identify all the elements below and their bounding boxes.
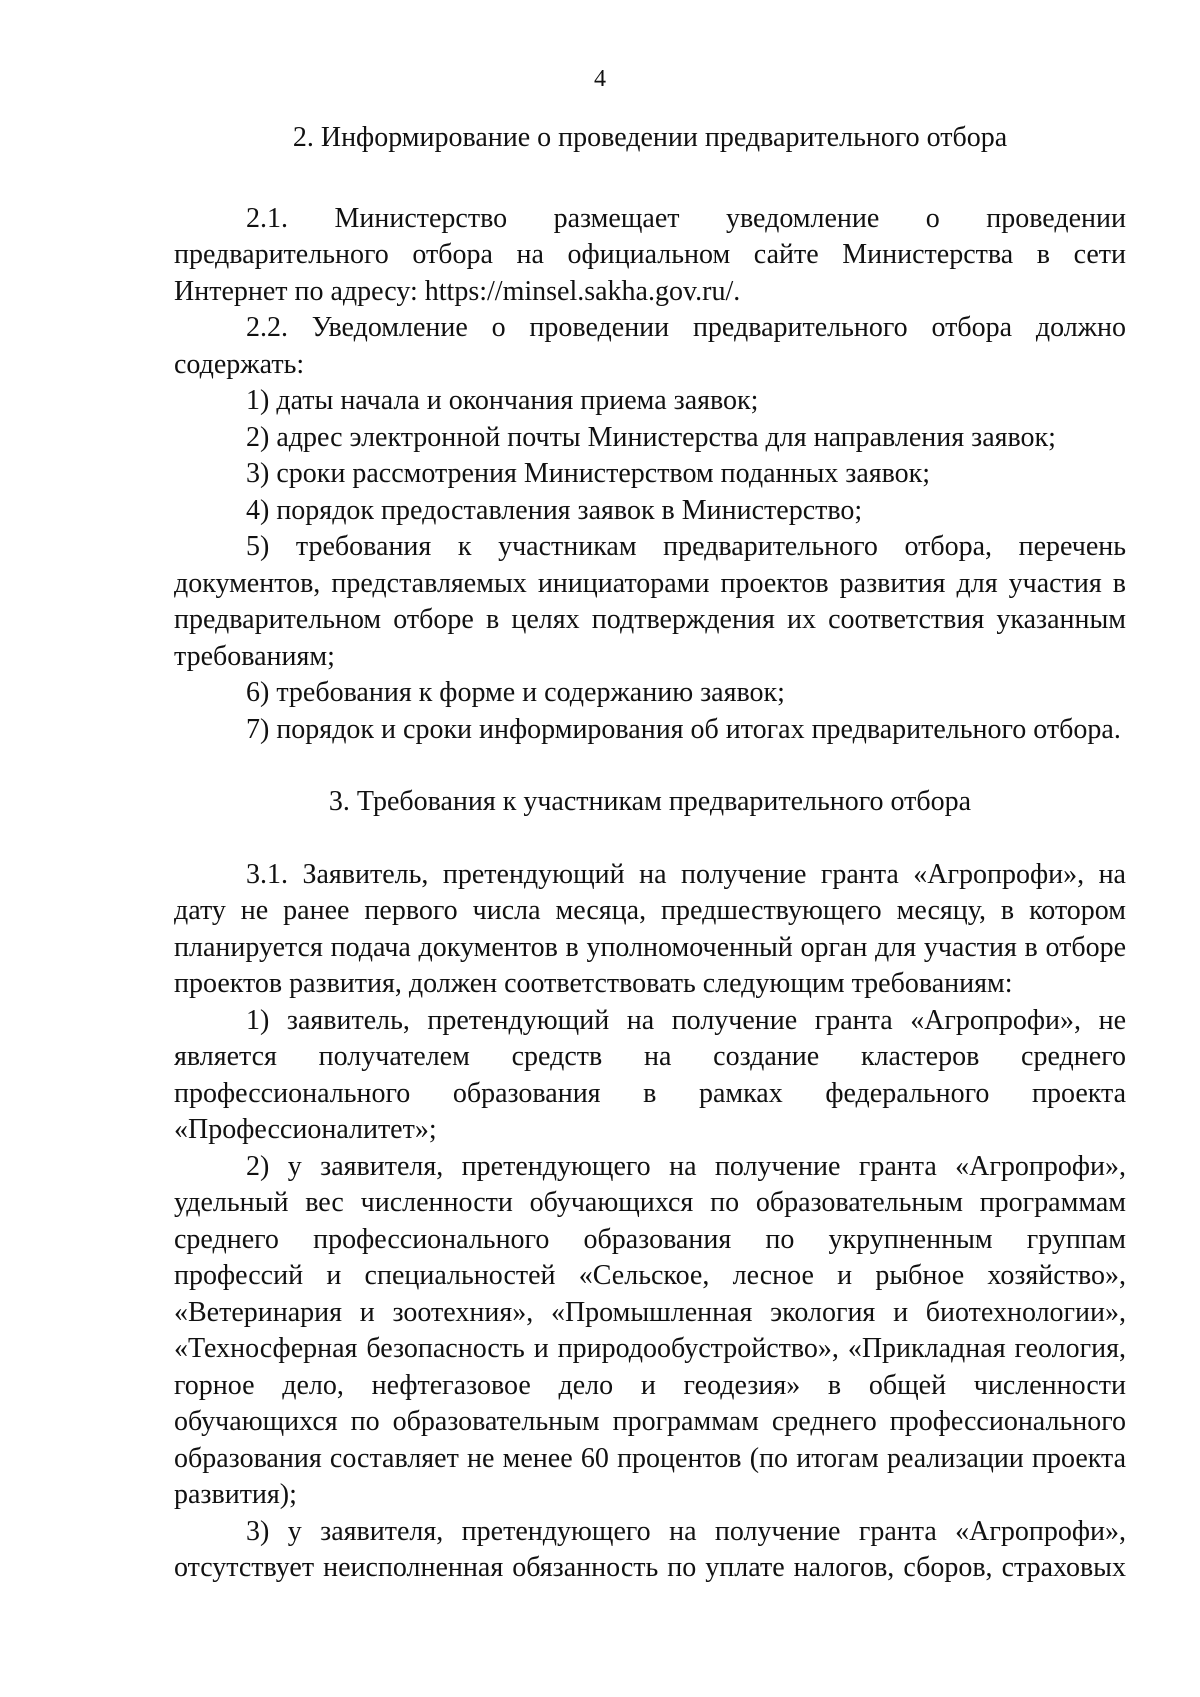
- list-item-1: 1) даты начала и окончания приема заявок;: [246, 385, 759, 416]
- list-item-7: 7) порядок и сроки информирования об итогах предварительного отбора.: [246, 713, 1121, 745]
- page-number: 4: [594, 66, 606, 92]
- list-item-4: 4) порядок предоставления заявок в Министерство;: [246, 494, 863, 526]
- list-item-2: 2) адрес электронной почты Министерства для направления заявок;: [246, 421, 1056, 453]
- list-item-3: 3) сроки рассмотрения Министерством поданных заявок;: [246, 458, 931, 489]
- list-item-5: 5) требования к участникам предварительного отбора, перечень документов, представляемых инициаторами проектов развития для участия в предварительном отборе в целях подтверждения их соответствия указанным требованиям;: [174, 531, 1126, 672]
- requirement-item-2: 2) у заявителя, претендующего на получение гранта «Агропрофи», удельный вес численности обучающихся по образовательным программам среднего профессионального образования по укрупненным группам профессий и специальностей «Сельское, лесное и рыбное хозяйство», «Ветеринария и зоотехния», «Промышленная экология и биотехнологии», «Техносферная безопасность и природообустройство», «Прикладная геология, горное дело, нефтегазовое дело и геодезия» в общей численности обучающихся по образовательным программам среднего профессионального образования составляет не менее 60 процентов (по итогам реализации проекта развития);: [174, 1150, 1126, 1510]
- requirement-item-3: 3) у заявителя, претендующего на получение гранта «Агропрофи», отсутствует неисполненная обязанность по уплате налогов, сборов, страховых: [174, 1515, 1126, 1583]
- list-item-6: 6) требования к форме и содержанию заявок;: [246, 677, 785, 708]
- document-body: [174, 120, 1126, 1587]
- paragraph-3-1: 3.1. Заявитель, претендующий на получение гранта «Агропрофи», на дату не ранее первого числа месяца, предшествующего месяцу, в котором планируется подача документов в уполномоченный орган для участия в отборе проектов развития, должен соответствовать следующим требованиям:: [174, 858, 1126, 999]
- section-heading-requirements: 3. Требования к участникам предварительного отбора: [328, 786, 972, 817]
- paragraph-2-1: 2.1. Министерство размещает уведомление о проведении предварительного отбора на официальном сайте Министерства в сети Интернет по адресу: https://minsel.sakha.gov.ru/.: [174, 202, 1126, 307]
- paragraph-2-2: 2.2. Уведомление о проведении предварительного отбора должно содержать:: [174, 312, 1126, 380]
- requirement-item-1: 1) заявитель, претендующий на получение гранта «Агропрофи», не является получателем средств на создание кластеров среднего профессионального образования в рамках федерального проекта «Профессионалитет»;: [174, 1004, 1126, 1145]
- section-heading-informing: 2. Информирование о проведении предварительного отбора: [292, 122, 1008, 153]
